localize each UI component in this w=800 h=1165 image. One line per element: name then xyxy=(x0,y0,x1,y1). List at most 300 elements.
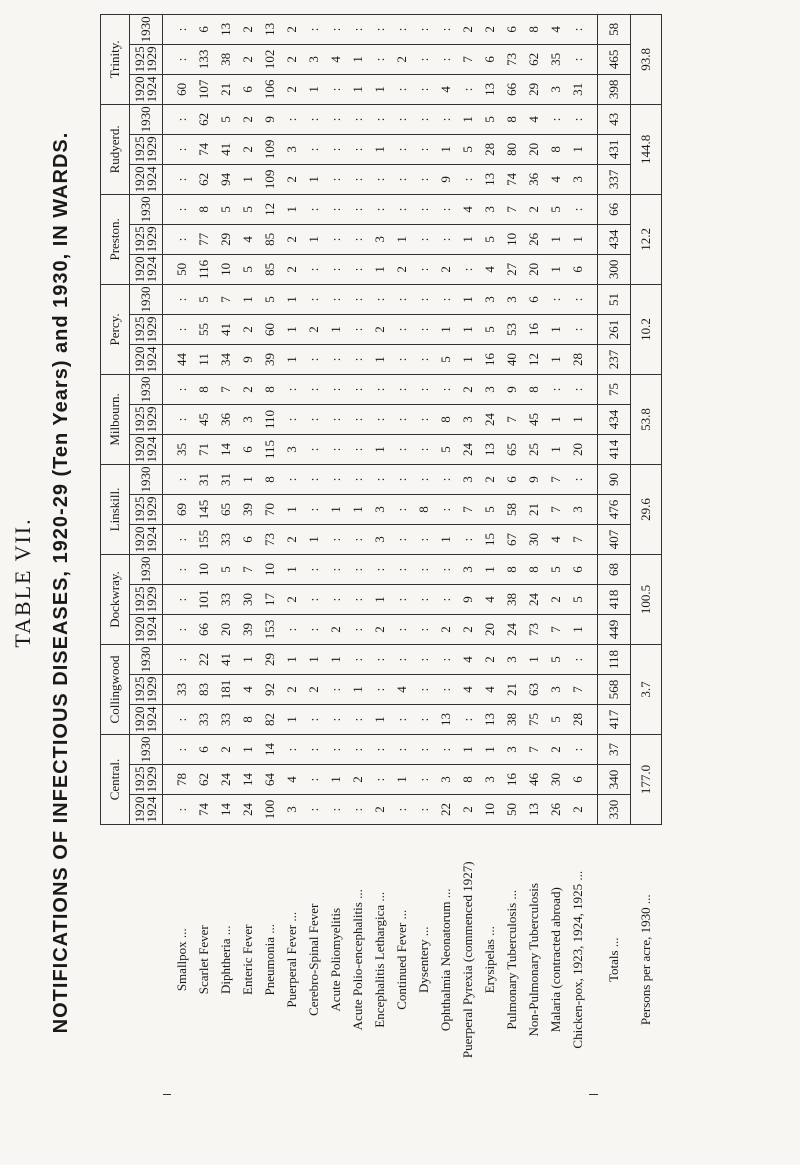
cell-value: 107 xyxy=(193,74,215,104)
cell-value: 153 xyxy=(259,615,281,645)
year-header: 1925 1929 xyxy=(130,585,163,615)
cell-value: 2 xyxy=(281,74,303,104)
cell-value: 13 xyxy=(215,14,237,44)
cell-value: 1 xyxy=(545,254,567,284)
ward-header: Rudyerd. xyxy=(101,104,130,194)
cell-value: 73 xyxy=(523,615,545,645)
cell-value: 3 xyxy=(501,735,523,765)
cell-value: 31 xyxy=(193,464,215,494)
cell-value: : xyxy=(303,134,325,164)
cell-value: 77 xyxy=(193,224,215,254)
cell-value: 101 xyxy=(193,585,215,615)
cell-value: 2 xyxy=(281,44,303,74)
cell-value: 26 xyxy=(523,224,545,254)
cell-value: 3 xyxy=(369,525,391,555)
cell-value: 1 xyxy=(237,284,259,314)
cell-value: 41 xyxy=(215,134,237,164)
disease-label: Smallpox ... xyxy=(174,928,189,992)
table-row xyxy=(281,14,303,1094)
cell-value: : xyxy=(391,585,413,615)
cell-value: 1 xyxy=(369,434,391,464)
year-header: 1930 xyxy=(130,374,163,404)
year-header: 1930 xyxy=(130,555,163,585)
cell-value: 10 xyxy=(259,555,281,585)
cell-value: : xyxy=(567,735,589,765)
persons-per-acre-value: 53.8 xyxy=(631,374,662,464)
cell-value: 9 xyxy=(237,344,259,374)
persons-per-acre-row xyxy=(631,14,662,1094)
table-row xyxy=(171,14,193,1094)
cell-value: 13 xyxy=(479,705,501,735)
cell-value: : xyxy=(413,675,435,705)
cell-value: : xyxy=(303,615,325,645)
cell-value: 2 xyxy=(567,795,589,825)
cell-value: 13 xyxy=(479,164,501,194)
cell-value: : xyxy=(413,14,435,44)
cell-value: 45 xyxy=(523,404,545,434)
total-value: 414 xyxy=(598,434,631,464)
table-row xyxy=(391,14,413,1094)
year-header: 1925 1929 xyxy=(130,224,163,254)
cell-value: 115 xyxy=(259,434,281,464)
cell-value: : xyxy=(413,284,435,314)
cell-value: 74 xyxy=(193,134,215,164)
cell-value: 46 xyxy=(523,765,545,795)
cell-value: : xyxy=(281,104,303,134)
cell-value: 5 xyxy=(435,434,457,464)
cell-value: 1 xyxy=(369,344,391,374)
disease-label: Puerperal Fever ... xyxy=(284,911,299,1008)
cell-value: : xyxy=(391,104,413,134)
cell-value: : xyxy=(303,434,325,464)
cell-value: : xyxy=(303,765,325,795)
cell-value: : xyxy=(413,555,435,585)
cell-value: 3 xyxy=(435,765,457,795)
year-header: 1930 xyxy=(130,194,163,224)
cell-value: 20 xyxy=(523,254,545,284)
total-value: 261 xyxy=(598,314,631,344)
cell-value: : xyxy=(391,555,413,585)
year-header: 1920 1924 xyxy=(130,434,163,464)
cell-value: 40 xyxy=(501,344,523,374)
year-header: 1920 1924 xyxy=(130,74,163,104)
cell-value: 24 xyxy=(523,585,545,615)
cell-value: 82 xyxy=(259,705,281,735)
cell-value: : xyxy=(567,464,589,494)
cell-value: 80 xyxy=(501,134,523,164)
cell-value: 7 xyxy=(215,374,237,404)
cell-value: : xyxy=(435,464,457,494)
cell-value: : xyxy=(325,284,347,314)
cell-value: 1 xyxy=(303,525,325,555)
cell-value: : xyxy=(325,434,347,464)
disease-label: Erysipelas ... xyxy=(482,926,497,994)
cell-value: 5 xyxy=(215,104,237,134)
cell-value: 5 xyxy=(193,284,215,314)
cell-value: 21 xyxy=(523,495,545,525)
cell-value: 2 xyxy=(435,615,457,645)
cell-value: : xyxy=(347,134,369,164)
cell-value: : xyxy=(347,314,369,344)
cell-value: 1 xyxy=(369,74,391,104)
cell-value: 10 xyxy=(193,555,215,585)
persons-per-acre-value: 29.6 xyxy=(631,464,662,554)
cell-value: 1 xyxy=(325,765,347,795)
cell-value: 10 xyxy=(479,795,501,825)
cell-value: 13 xyxy=(479,434,501,464)
cell-value: : xyxy=(391,645,413,675)
cell-value: 60 xyxy=(259,314,281,344)
cell-value: 41 xyxy=(215,314,237,344)
year-header: 1930 xyxy=(130,14,163,44)
cell-value: : xyxy=(391,735,413,765)
cell-value: 5 xyxy=(237,194,259,224)
cell-value: 3 xyxy=(457,555,479,585)
cell-value: : xyxy=(413,434,435,464)
cell-value: : xyxy=(171,284,193,314)
cell-value: : xyxy=(369,735,391,765)
disease-label: Acute Poliomyelitis xyxy=(328,907,343,1012)
cell-value: 4 xyxy=(281,765,303,795)
cell-value: : xyxy=(171,615,193,645)
cell-value: 106 xyxy=(259,74,281,104)
cell-value: 1 xyxy=(237,464,259,494)
total-value: 51 xyxy=(598,284,631,314)
cell-value: : xyxy=(435,735,457,765)
cell-value: 1 xyxy=(303,645,325,675)
ward-header: Linskill. xyxy=(101,464,130,554)
table-row xyxy=(523,14,545,1094)
cell-value: 70 xyxy=(259,495,281,525)
year-header: 1930 xyxy=(130,645,163,675)
cell-value: 1 xyxy=(281,344,303,374)
cell-value: : xyxy=(567,645,589,675)
cell-value: 5 xyxy=(545,194,567,224)
cell-value: : xyxy=(303,735,325,765)
table-title: TABLE VII. xyxy=(10,517,35,648)
cell-value: : xyxy=(325,14,347,44)
year-header: 1920 1924 xyxy=(130,795,163,825)
cell-value: 14 xyxy=(237,765,259,795)
cell-value: 1 xyxy=(281,284,303,314)
ward-header-row xyxy=(101,14,130,1094)
cell-value: 7 xyxy=(237,555,259,585)
total-value: 237 xyxy=(598,344,631,374)
cell-value: 35 xyxy=(171,434,193,464)
cell-value: : xyxy=(391,14,413,44)
cell-value: : xyxy=(325,735,347,765)
cell-value: : xyxy=(347,254,369,284)
cell-value: 1 xyxy=(545,404,567,434)
cell-value: 3 xyxy=(567,495,589,525)
cell-value: : xyxy=(413,585,435,615)
table-row xyxy=(347,14,369,1094)
cell-value: 74 xyxy=(501,164,523,194)
cell-value: : xyxy=(171,404,193,434)
cell-value: : xyxy=(391,434,413,464)
cell-value: : xyxy=(391,284,413,314)
cell-value: : xyxy=(171,464,193,494)
cell-value: : xyxy=(413,645,435,675)
cell-value: 41 xyxy=(215,645,237,675)
cell-value: 62 xyxy=(193,765,215,795)
cell-value: : xyxy=(347,164,369,194)
cell-value: 1 xyxy=(303,74,325,104)
cell-value: 33 xyxy=(215,705,237,735)
cell-value: 1 xyxy=(303,224,325,254)
cell-value: : xyxy=(391,615,413,645)
cell-value: 24 xyxy=(237,795,259,825)
cell-value: 6 xyxy=(193,735,215,765)
cell-value: 9 xyxy=(259,104,281,134)
ward-header: Preston. xyxy=(101,194,130,284)
cell-value: : xyxy=(369,765,391,795)
cell-value: 5 xyxy=(479,104,501,134)
cell-value: 8 xyxy=(523,374,545,404)
cell-value: 1 xyxy=(479,735,501,765)
cell-value: 7 xyxy=(523,735,545,765)
cell-value: : xyxy=(567,194,589,224)
cell-value: 29 xyxy=(215,224,237,254)
cell-value: 2 xyxy=(303,314,325,344)
cell-value: 13 xyxy=(523,795,545,825)
cell-value: 2 xyxy=(457,14,479,44)
cell-value: 2 xyxy=(303,675,325,705)
total-value: 340 xyxy=(598,765,631,795)
total-value: 43 xyxy=(598,104,631,134)
cell-value: 39 xyxy=(237,495,259,525)
cell-value: 2 xyxy=(369,795,391,825)
cell-value: 2 xyxy=(479,464,501,494)
cell-value: 2 xyxy=(281,14,303,44)
cell-value: 63 xyxy=(523,675,545,705)
cell-value: 9 xyxy=(523,464,545,494)
cell-value: 2 xyxy=(281,224,303,254)
table-row xyxy=(501,14,523,1094)
cell-value: 1 xyxy=(347,74,369,104)
cell-value: : xyxy=(369,404,391,434)
cell-value: 7 xyxy=(545,495,567,525)
cell-value: : xyxy=(303,254,325,284)
cell-value: 2 xyxy=(545,735,567,765)
cell-value: 7 xyxy=(545,615,567,645)
cell-value: 4 xyxy=(479,254,501,284)
cell-value: 17 xyxy=(259,585,281,615)
cell-value: : xyxy=(303,495,325,525)
year-header: 1920 1924 xyxy=(130,344,163,374)
cell-value: 1 xyxy=(347,675,369,705)
cell-value: 5 xyxy=(479,495,501,525)
cell-value: 8 xyxy=(523,14,545,44)
cell-value: 29 xyxy=(523,74,545,104)
cell-value: 4 xyxy=(435,74,457,104)
table-row xyxy=(303,14,325,1094)
cell-value: 14 xyxy=(215,795,237,825)
cell-value: 71 xyxy=(193,434,215,464)
cell-value: : xyxy=(347,464,369,494)
cell-value: 5 xyxy=(457,134,479,164)
cell-value: 16 xyxy=(501,765,523,795)
cell-value: 1 xyxy=(237,164,259,194)
cell-value: : xyxy=(435,224,457,254)
cell-value: 2 xyxy=(281,675,303,705)
cell-value: : xyxy=(545,284,567,314)
cell-value: : xyxy=(413,374,435,404)
cell-value: : xyxy=(435,555,457,585)
table-row xyxy=(369,14,391,1094)
cell-value: 2 xyxy=(479,14,501,44)
cell-value: : xyxy=(457,254,479,284)
cell-value: 2 xyxy=(281,164,303,194)
cell-value: : xyxy=(281,374,303,404)
total-value: 337 xyxy=(598,164,631,194)
cell-value: : xyxy=(325,254,347,284)
total-value: 407 xyxy=(598,525,631,555)
total-value: 398 xyxy=(598,74,631,104)
cell-value: : xyxy=(413,735,435,765)
cell-value: 1 xyxy=(435,314,457,344)
cell-value: 1 xyxy=(369,254,391,284)
cell-value: 7 xyxy=(501,404,523,434)
cell-value: 3 xyxy=(501,645,523,675)
cell-value: : xyxy=(391,74,413,104)
cell-value: : xyxy=(413,404,435,434)
cell-value: : xyxy=(457,705,479,735)
cell-value: 1 xyxy=(391,765,413,795)
cell-value: 2 xyxy=(237,104,259,134)
cell-value: 50 xyxy=(501,795,523,825)
cell-value: : xyxy=(413,164,435,194)
year-header: 1920 1924 xyxy=(130,164,163,194)
cell-value: 16 xyxy=(523,314,545,344)
cell-value: : xyxy=(457,74,479,104)
cell-value: 20 xyxy=(567,434,589,464)
cell-value: 3 xyxy=(479,284,501,314)
cell-value: 2 xyxy=(369,314,391,344)
cell-value: 109 xyxy=(259,134,281,164)
persons-per-acre-value: 100.5 xyxy=(631,555,662,645)
cell-value: : xyxy=(281,615,303,645)
cell-value: : xyxy=(413,224,435,254)
cell-value: 6 xyxy=(567,765,589,795)
cell-value: 7 xyxy=(215,284,237,314)
year-header: 1920 1924 xyxy=(130,615,163,645)
cell-value: : xyxy=(347,705,369,735)
disease-label: Chicken-pox, 1923, 1924, 1925 ... xyxy=(570,870,585,1049)
cell-value: : xyxy=(325,104,347,134)
cell-value: 33 xyxy=(171,675,193,705)
cell-value: 116 xyxy=(193,254,215,284)
cell-value: : xyxy=(325,525,347,555)
disease-label: Acute Polio-encephalitis ... xyxy=(350,889,365,1031)
cell-value: 28 xyxy=(567,705,589,735)
cell-value: : xyxy=(435,374,457,404)
total-value: 476 xyxy=(598,495,631,525)
year-header: 1930 xyxy=(130,104,163,134)
cell-value: : xyxy=(435,104,457,134)
cell-value: 110 xyxy=(259,404,281,434)
cell-value: : xyxy=(303,284,325,314)
cell-value: : xyxy=(347,404,369,434)
cell-value: 6 xyxy=(193,14,215,44)
cell-value: : xyxy=(347,284,369,314)
cell-value: 1 xyxy=(281,314,303,344)
cell-value: 8 xyxy=(523,555,545,585)
cell-value: 8 xyxy=(435,404,457,434)
cell-value: 28 xyxy=(479,134,501,164)
cell-value: : xyxy=(457,164,479,194)
cell-value: 1 xyxy=(281,645,303,675)
cell-value: 5 xyxy=(435,344,457,374)
cell-value: : xyxy=(303,374,325,404)
cell-value: : xyxy=(545,374,567,404)
cell-value: 1 xyxy=(457,735,479,765)
cell-value: : xyxy=(391,164,413,194)
cell-value: 15 xyxy=(479,525,501,555)
cell-value: 1 xyxy=(237,645,259,675)
cell-value: : xyxy=(369,284,391,314)
cell-value: 2 xyxy=(457,374,479,404)
year-header: 1920 1924 xyxy=(130,705,163,735)
cell-value: 1 xyxy=(567,615,589,645)
cell-value: 1 xyxy=(545,224,567,254)
cell-value: 109 xyxy=(259,164,281,194)
cell-value: 3 xyxy=(281,434,303,464)
cell-value: : xyxy=(347,555,369,585)
cell-value: 6 xyxy=(567,555,589,585)
cell-value: 2 xyxy=(281,585,303,615)
persons-per-acre-value: 144.8 xyxy=(631,104,662,194)
notifications-table xyxy=(100,14,662,1095)
cell-value: 30 xyxy=(545,765,567,795)
persons-per-acre-value: 3.7 xyxy=(631,645,662,735)
cell-value: 1 xyxy=(281,705,303,735)
cell-value: 2 xyxy=(281,254,303,284)
ward-header: Central. xyxy=(101,735,130,825)
cell-value: 5 xyxy=(545,705,567,735)
cell-value: 3 xyxy=(281,134,303,164)
disease-label: Non-Pulmonary Tuberculosis xyxy=(526,883,541,1037)
disease-label: Continued Fever ... xyxy=(394,909,409,1010)
cell-value: 26 xyxy=(545,795,567,825)
cell-value: 35 xyxy=(545,44,567,74)
total-value: 330 xyxy=(598,795,631,825)
cell-value: 29 xyxy=(259,645,281,675)
cell-value: 1 xyxy=(523,645,545,675)
cell-value: 5 xyxy=(545,645,567,675)
cell-value: 13 xyxy=(259,14,281,44)
cell-value: 10 xyxy=(501,224,523,254)
cell-value: 1 xyxy=(369,705,391,735)
cell-value: : xyxy=(347,344,369,374)
table-row xyxy=(237,14,259,1094)
cell-value: : xyxy=(303,194,325,224)
cell-value: 8 xyxy=(545,134,567,164)
cell-value: 8 xyxy=(413,495,435,525)
cell-value: 50 xyxy=(171,254,193,284)
year-header: 1925 1929 xyxy=(130,765,163,795)
cell-value: : xyxy=(347,615,369,645)
cell-value: : xyxy=(413,254,435,284)
cell-value: 62 xyxy=(193,104,215,134)
cell-value: : xyxy=(171,194,193,224)
cell-value: 5 xyxy=(567,585,589,615)
cell-value: 3 xyxy=(545,675,567,705)
cell-value: 36 xyxy=(215,404,237,434)
cell-value: 33 xyxy=(215,585,237,615)
cell-value: : xyxy=(391,525,413,555)
cell-value: : xyxy=(413,314,435,344)
